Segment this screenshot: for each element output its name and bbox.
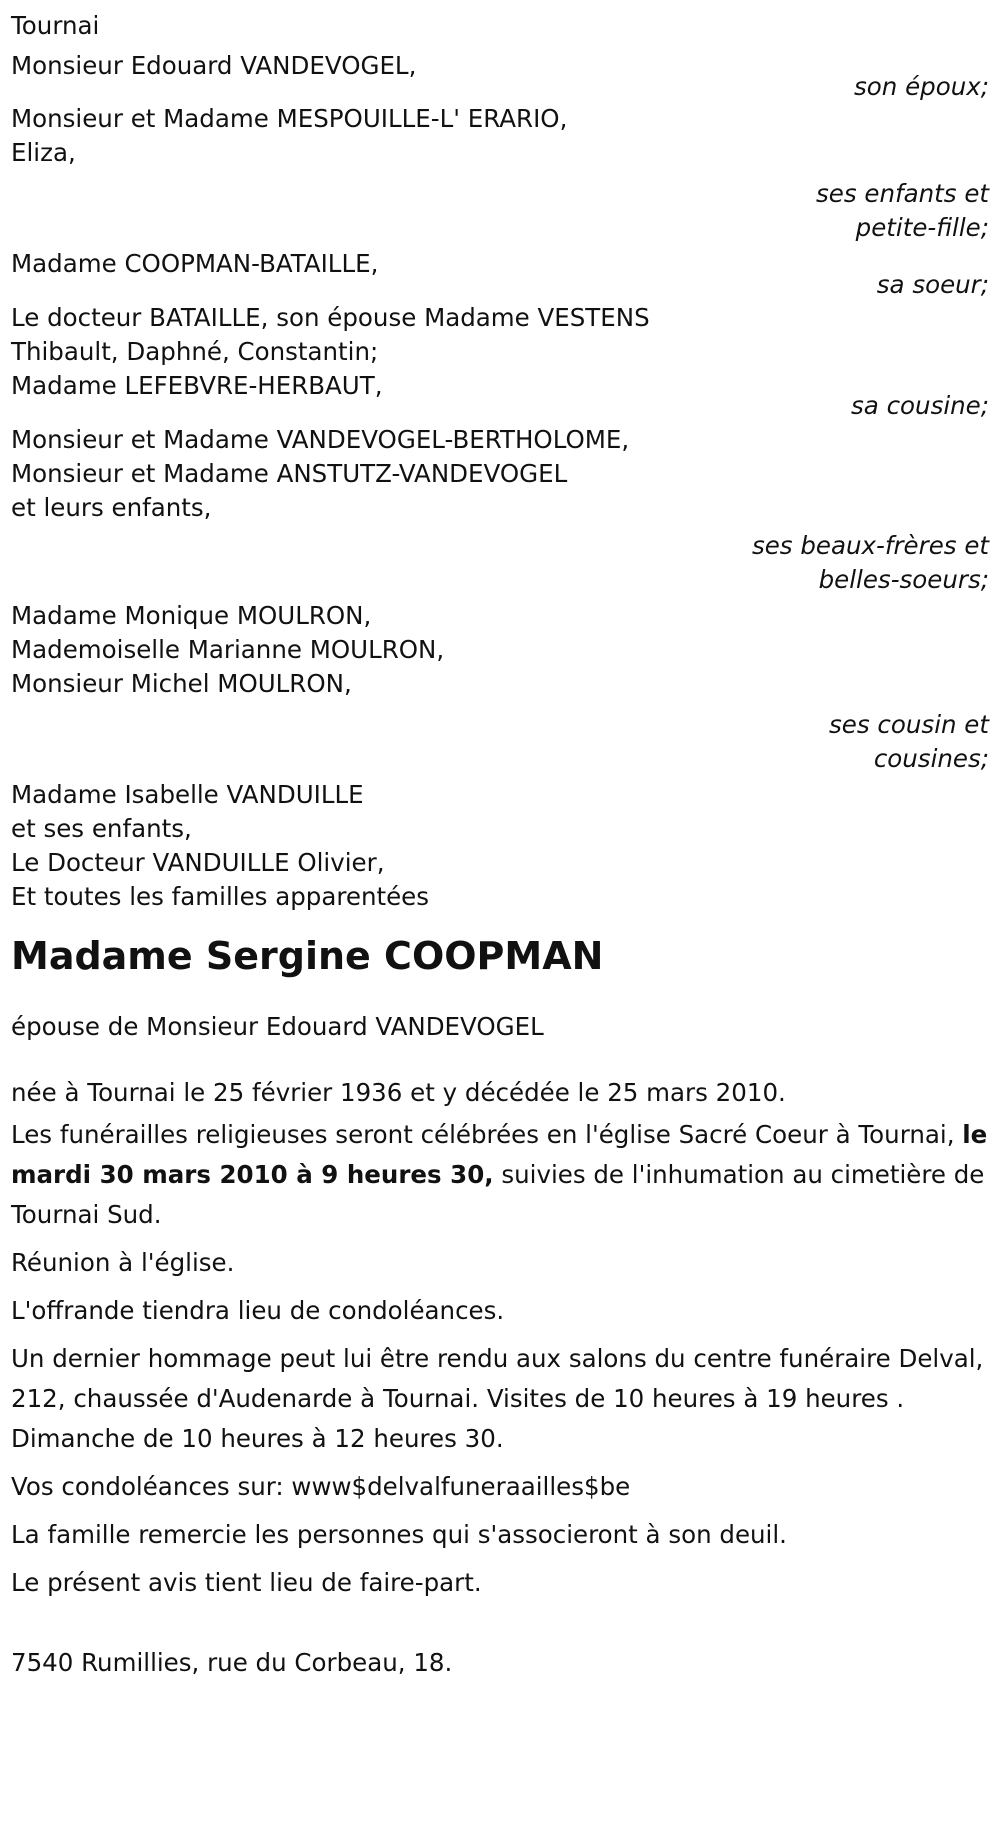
cousins-line-2: Mademoiselle Marianne MOULRON, [11, 635, 445, 664]
funeral-text-post: suivies de l'inhumation au cimetière de Tournai Sud. [11, 1160, 985, 1229]
offering-line: L'offrande tiendra lieu de condoléances. [11, 1296, 505, 1325]
cousin-role: sa cousine; [851, 391, 989, 420]
address-line: 7540 Rumillies, rue du Corbeau, 18. [11, 1648, 453, 1677]
others-line-2: et ses enfants, [11, 814, 192, 843]
cousins-role-2: cousines; [873, 744, 989, 773]
visit-paragraph: Un dernier hommage peut lui être rendu aux salons du centre funéraire Delval, 212, chaussée d'Audenarde à Tournai. Visites de 10 heures à 19 heures . Dimanche de 10 heures à 12 heures 30. [11, 1344, 984, 1453]
sister-role: sa soeur; [876, 270, 989, 299]
children-line-1: Monsieur et Madame MESPOUILLE-L' ERARIO, [11, 104, 568, 133]
city-heading: Tournai [11, 11, 100, 40]
inlaws-role-2: belles-soeurs; [818, 565, 989, 594]
funeral-paragraph [11, 1115, 991, 1235]
inlaws-role-1: ses beaux-frères et [751, 531, 989, 560]
cousin-line-2: Thibault, Daphné, Constantin; [11, 337, 379, 366]
inlaws-line-2: Monsieur et Madame ANSTUTZ-VANDEVOGEL [11, 459, 568, 488]
others-line-1: Madame Isabelle VANDUILLE [11, 780, 364, 809]
spouse-role: son époux; [854, 72, 989, 101]
notice-line: Le présent avis tient lieu de faire-part. [11, 1568, 482, 1597]
cousins-line-3: Monsieur Michel MOULRON, [11, 669, 352, 698]
funeral-text-pre: Les funérailles religieuses seront célébrées en l'église Sacré Coeur à Tournai, [11, 1120, 963, 1149]
meeting-line: Réunion à l'église. [11, 1248, 235, 1277]
cousins-line-1: Madame Monique MOULRON, [11, 601, 372, 630]
obituary-notice [11, 6, 991, 1683]
inlaws-line-3: et leurs enfants, [11, 493, 212, 522]
thanks-line: La famille remercie les personnes qui s'associeront à son deuil. [11, 1520, 787, 1549]
others-line-3: Le Docteur VANDUILLE Olivier, [11, 848, 385, 877]
funeral-date-bold: le mardi 30 mars 2010 à 9 heures 30, [11, 1120, 988, 1189]
children-line-2: Eliza, [11, 138, 76, 167]
children-role-2: petite-fille; [855, 213, 989, 242]
cousins-role-1: ses cousin et [829, 710, 989, 739]
condolences-line: Vos condoléances sur: www$delvalfuneraailles$be [11, 1472, 631, 1501]
inlaws-line-1: Monsieur et Madame VANDEVOGEL-BERTHOLOME, [11, 425, 630, 454]
birth-death-line: née à Tournai le 25 février 1936 et y décédée le 25 mars 2010. [11, 1078, 786, 1107]
spouse-of-line: épouse de Monsieur Edouard VANDEVOGEL [11, 1012, 544, 1041]
sister-line: Madame COOPMAN-BATAILLE, [11, 249, 379, 278]
cousin-line-1: Le docteur BATAILLE, son épouse Madame VESTENS [11, 303, 650, 332]
deceased-name: Madame Sergine COOPMAN [11, 934, 604, 978]
spouse-line: Monsieur Edouard VANDEVOGEL, [11, 51, 417, 80]
others-line-4: Et toutes les familles apparentées [11, 882, 429, 911]
spacer [11, 1611, 991, 1643]
cousin-line-3: Madame LEFEBVRE-HERBAUT, [11, 371, 383, 400]
children-role-1: ses enfants et [816, 179, 989, 208]
